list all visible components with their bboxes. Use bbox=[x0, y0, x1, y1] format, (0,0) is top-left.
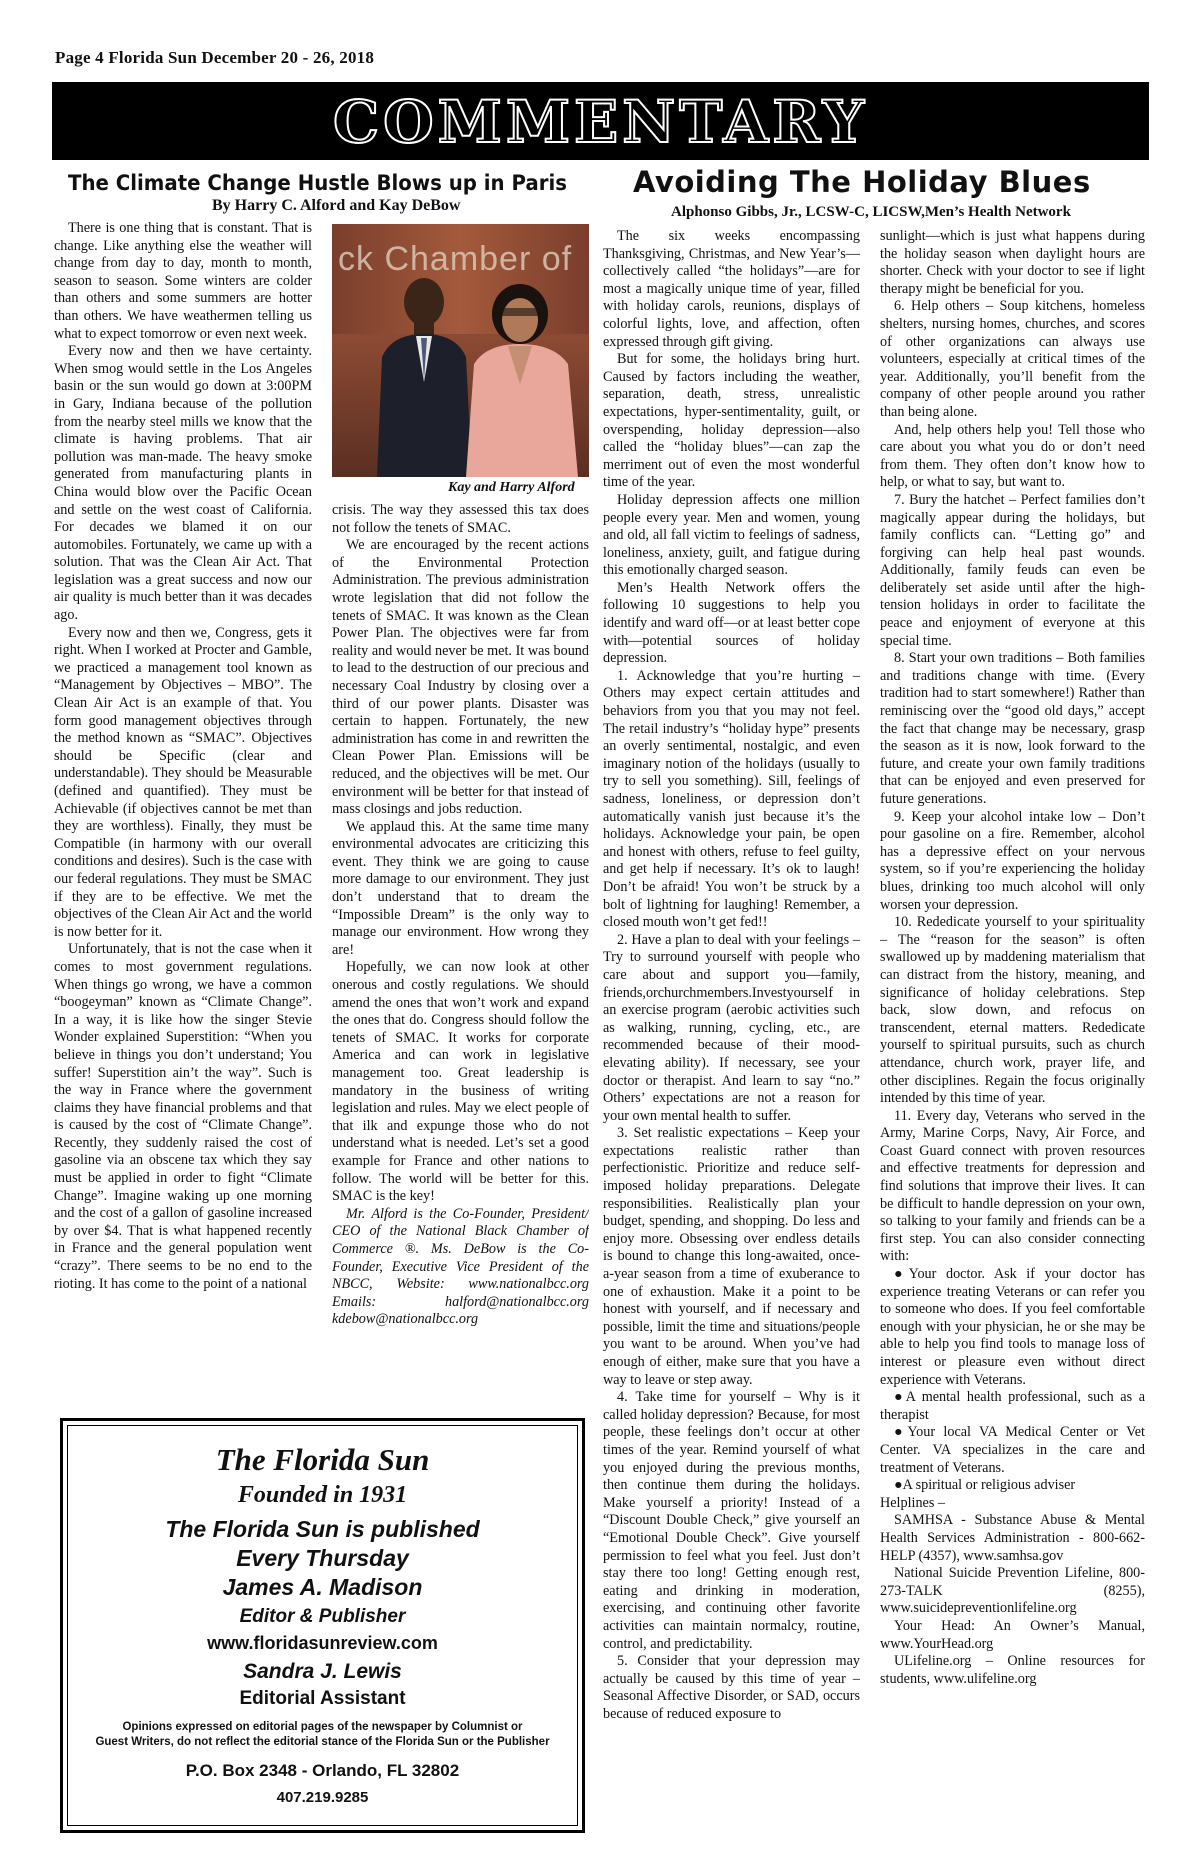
paragraph: Holiday depression affects one million people every year. Men and women, young and old, all fall victim to feelings of sadness, loneliness, anxiety, guilt, and fatigue during this emotionally charged season. bbox=[603, 491, 860, 579]
paragraph: We applaud this. At the same time many environmental advocates are criticizing this event. They think we are going to cause more damage to our environment. They just don’t understand that to dream the “Impossible Dream” is the only way to manage our environment. How wrong they are! bbox=[332, 818, 589, 958]
paragraph: crisis. The way they assessed this tax does not follow the tenets of SMAC. bbox=[332, 502, 589, 536]
paragraph: Every now and then we have certainty. When smog would settle in the Los Angeles basin or the sun would go down at 3:00PM in Gary, Indiana because of the pollution from the nearby steel mills we know that the climate is having problems. That air pollution was man-made. The heavy smoke generated from manufacturing plants in China would blow over the Pacific Ocean and settle on the west coast of California. For decades we blamed it on our automobiles. Fortunately, we came up with a solution. That was the Clean Air Act. That legislation was a great success and now our air quality is much better than it was decades ago. bbox=[54, 343, 312, 624]
masthead-disclaimer-line-1: Opinions expressed on editorial pages of the newspaper by Columnist or bbox=[122, 1721, 523, 1733]
left-article-headline: The Climate Change Hustle Blows up in Paris bbox=[68, 171, 567, 195]
paragraph: 4. Take time for yourself – Why is it called holiday depression? Because, for most people, these feelings don’t occur at other times of the year. Remind yourself of what you enjoyed during the previous months, then continue them during the holidays. Make yourself a priority! Instead of a “Discount Double Check,” give yourself an “Emotional Double Check”. Give yourself permission to feel what you feel. Just don’t stay there too long! Getting enough rest, eating and drinking in moderation, exercising, and continuing other favorite activities can maintain normalcy, routine, control, and predictability. bbox=[603, 1389, 860, 1652]
masthead-assistant-name: Sandra J. Lewis bbox=[243, 1660, 402, 1683]
photo-caption: Kay and Harry Alford bbox=[448, 480, 575, 495]
paragraph: Your Head: An Owner’s Manual, www.YourHead.org bbox=[880, 1617, 1145, 1652]
paragraph: ●A spiritual or religious adviser bbox=[894, 1477, 1076, 1494]
paragraph: Helplines – bbox=[880, 1494, 946, 1511]
paragraph: ●Your doctor. Ask if your doctor has experience treating Veterans or can refer you to someone who does. If you feel comfortable enough with your physician, he or she may be able to help you find tools to manage loss of interest or pleasure even without direct experience with Veterans. bbox=[880, 1266, 1145, 1388]
masthead-published-line-1: The Florida Sun is published bbox=[165, 1516, 480, 1542]
paragraph: Every now and then we, Congress, gets it right. When I worked at Procter and Gamble, we practiced a management tool known as “Management by Objectives – MBO”. The Clean Air Act is an example of that. You form good management objectives through the method known as “SMAC”. Objectives should be Specific (clear and understandable). They should be Measurable (defined and quantified). They must be Achievable (if objectives cannot be met than they are worthless). Finally, they must be Compatible (in harmony with our overall conditions and desires). Such is the case with our federal regulations. They must be SMAC if they are to be effective. We met the objectives of the Clean Air Act and the world is now better for it. bbox=[54, 624, 312, 940]
photo-backdrop-text: ck Chamber of bbox=[338, 240, 573, 278]
paragraph: 8. Start your own traditions – Both families and traditions change with time. (Every tradition had to start somewhere!) Rather than reminiscing over the “good old days,” accept the fact that change may be necessary, grasp the season as it is now, look forward to the future, and create your own family traditions that can be enjoyed and even preserved for future generations. bbox=[880, 650, 1145, 807]
paragraph: ●Your local VA Medical Center or Vet Center. VA specializes in the care and treatment of Veterans. bbox=[880, 1424, 1145, 1476]
paragraph: Men’s Health Network offers the following 10 suggestions to help you identify and ward off—or at least better cope with—potential sources of holiday depression. bbox=[603, 579, 860, 667]
woman-figure bbox=[462, 284, 582, 477]
section-banner bbox=[52, 82, 1149, 160]
masthead-title: The Florida Sun bbox=[215, 1442, 430, 1477]
masthead-address: P.O. Box 2348 - Orlando, FL 32802 bbox=[185, 1761, 460, 1780]
section-banner-title: COMMENTARY bbox=[332, 88, 869, 156]
paragraph: Unfortunately, that is not the case when it comes to most government regulations. When things go wrong, we have a common “boogeyman” known as “Climate Change”. In a way, it is like how the singer Stevie Wonder explained Superstition: “When you believe in things you don’t understand; You suffer! Superstition ain’t the way”. Such is the way in France where the government claims they have financial problems and that is caused by the cost of “Climate Change”. Recently, they suddenly raised the cost of gasoline via an obscene tax which they say must be applied in order to fight “Climate Change”. Imagine waking up one morning and the cost of a gallon of gasoline increased by over $4. That is what happened recently in France and the general population went “crazy”. There seems to be no end to the rioting. It has come to the point of a national bbox=[54, 941, 312, 1292]
paragraph: 1. Acknowledge that you’re hurting – Others may expect certain attitudes and behaviors from you that you may not feel. The retail industry’s “holiday hype” presents an overly sentimental, nostalgic, and even imaginary notion of the holidays (usually to try to sell you something). Sill, feelings of sadness, loneliness, or depression don’t automatically vanish just because it’s the holidays. Acknowledge your pain, be open and honest with others, refuse to feel guilty, and get help if necessary. It’s ok to laugh! Don’t be afraid! You won’t be struck by a bolt of lightning for laughing! Remember, a closed mouth won’t get fed!! bbox=[603, 667, 860, 931]
masthead-box bbox=[60, 1418, 585, 1833]
page-header: Page 4 Florida Sun December 20 - 26, 2018 bbox=[55, 48, 375, 67]
paragraph: sunlight—which is just what happens during the holiday season when daylight hours are shorter. Check with your doctor to see if light therapy might be beneficial for you. bbox=[880, 228, 1145, 297]
paragraph: 6. Help others – Soup kitchens, homeless shelters, nursing homes, churches, and scores of other organizations can always use volunteers, especially at critical times of the year. Additionally, you’ll benefit from the company of other people around you rather than being alone. bbox=[880, 298, 1145, 420]
masthead-editor-name: James A. Madison bbox=[222, 1574, 423, 1600]
right-article-headline: Avoiding The Holiday Blues bbox=[633, 165, 1091, 199]
right-article-byline: Alphonso Gibbs, Jr., LCSW-C, LICSW,Men’s Health Network bbox=[671, 204, 1071, 220]
left-article-column-2 bbox=[332, 502, 589, 1410]
paragraph: We are encouraged by the recent actions of the Environmental Protection Administration. The previous administration wrote legislation that did not follow the tenets of SMAC. It was known as the Clean Power Plan. The objectives were far from reality and would never be met. It was bound to lead to the destruction of our precious and necessary Coal Industry by closing over a third of our power plants. Disaster was certain to happen. Fortunately, the new administration has come in and rewritten the Clean Power Plan. Emissions will be reduced, and the objectives will be met. Our environment will be better for that instead of mass closings and jobs reduction. bbox=[332, 537, 589, 818]
author-note: Mr. Alford is the Co-Founder, President/ CEO of the National Black Chamber of Commerce ®. Ms. DeBow is the Co-Founder, Executive Vice President of the NBCC, Website: www.nationalbcc.org Emails: halford@nationalbcc.org kdebow@nationalbcc.org bbox=[332, 1205, 589, 1328]
masthead-disclaimer-line-2: Guest Writers, do not reflect the editorial stance of the Florida Sun or the Publisher bbox=[95, 1736, 550, 1748]
paragraph: ●A mental health professional, such as a therapist bbox=[880, 1389, 1145, 1423]
paragraph: And, help others help you! Tell those who care about you what you do or don’t need from them. They often don’t know how to help, or what to say, but want to. bbox=[880, 421, 1145, 491]
paragraph: Hopefully, we can now look at other onerous and costly regulations. We should amend the ones that won’t work and expand the ones that do. Congress should follow the tenets of SMAC. It works for corporate America and can work in legislative management too. Great leadership is mandatory in the business of writing legislation and rules. May we elect people of that ilk and expunge those who do not understand what is needed. Let’s set a good example for France and other nations to follow. The world will be better for this. SMAC is the key! bbox=[332, 959, 589, 1205]
paragraph: There is one thing that is constant. That is change. Like anything else the weather will change from day to day, month to month, season to season. Some winters are colder than others and some summers are hotter than others. We have weathermen telling us what to expect tomorrow or even next week. bbox=[54, 220, 312, 342]
masthead-founded: Founded in 1931 bbox=[237, 1482, 408, 1508]
right-article-column-2 bbox=[880, 228, 1145, 1838]
paragraph: 5. Consider that your depression may actually be caused by this time of year – Seasonal Affective Disorder, or SAD, occurs because of reduced exposure to bbox=[603, 1653, 860, 1722]
paragraph: SAMHSA - Substance Abuse & Mental Health Services Administration - 800-662-HELP (4357), www.samhsa.gov bbox=[880, 1512, 1145, 1564]
paragraph: 10. Rededicate yourself to your spirituality – The “reason for the season” is often swallowed up by maddening materialism that can distract from the history, meaning, and significance of holiday celebrations. Step back, slow down, and refocus on transcendent, eternal matters. Rededicate yourself to spiritual pursuits, such as church attendance, church work, prayer life, and other disciplines. Regain the focus originally intended by this time of year. bbox=[880, 914, 1145, 1107]
left-article-byline: By Harry C. Alford and Kay DeBow bbox=[212, 197, 461, 214]
paragraph: The six weeks encompassing Thanksgiving, Christmas, and New Year’s—collectively called “the holidays”—are for most a magically unique time of year, filled with holiday carols, reunions, displays of colorful lights, love, and affection, often expressed through gift giving. bbox=[603, 228, 860, 350]
masthead-website: www.floridasunreview.com bbox=[207, 1633, 438, 1653]
masthead-editor-role: Editor & Publisher bbox=[239, 1606, 406, 1627]
article-photo bbox=[332, 224, 589, 477]
right-article-column-1 bbox=[603, 228, 860, 1838]
paragraph: But for some, the holidays bring hurt. Caused by factors including the weather, separation, death, stress, unrealistic expectations, hyper-sentimentality, guilt, or overspending, holiday depression—also called the “holiday blues”—can zap the merriment out of even the most wonderful time of the year. bbox=[603, 351, 860, 491]
masthead-assistant-role: Editorial Assistant bbox=[239, 1688, 406, 1709]
paragraph: National Suicide Prevention Lifeline, 800-273-TALK (8255), www.suicidepreventionlifeline.org bbox=[880, 1565, 1145, 1617]
paragraph: 11. Every day, Veterans who served in the Army, Marine Corps, Navy, Air Force, and Coast Guard connect with proven resources and effective treatments for depression and find solutions that improve their lives. It can be difficult to handle depression on your own, so talking to your family and friends can be a first step. You can also consider connecting with: bbox=[880, 1107, 1145, 1265]
masthead-published-line-2: Every Thursday bbox=[236, 1545, 409, 1571]
paragraph: 3. Set realistic expectations – Keep your expectations realistic rather than perfectionistic. Prioritize and reduce self-imposed holiday preparations. Delegate responsibilities. Realistically plan your budget, spending, and shopping. Do less and enjoy more. Obsessing over endless details is bound to change this long-awaited, once-a-year season from a time of exuberance to one of exhaustion. Make it a point to be honest with yourself, and if necessary and possible, limit the time and situations/people you want to be around. When you’ve had enough of either, make sure that you have a way to leave or step away. bbox=[603, 1125, 860, 1388]
paragraph: ULifeline.org – Online resources for students, www.ulifeline.org bbox=[880, 1653, 1145, 1687]
paragraph: 9. Keep your alcohol intake low – Don’t pour gasoline on a fire. Remember, alcohol has a depressive effect on your nervous system, so if you’re experiencing the holiday blues, drinking too much alcohol will only worsen your depression. bbox=[880, 808, 1145, 913]
paragraph: 7. Bury the hatchet – Perfect families don’t magically appear during the holidays, but family conflicts can. “Letting go” and forgiving can help heal past wounds. Additionally, family feuds can even be deliberately set aside until after the high-tension holidays in order to facilitate the peace and enjoyment of everyone at this special time. bbox=[880, 491, 1145, 649]
left-article-column-1 bbox=[54, 220, 312, 1410]
paragraph: 2. Have a plan to deal with your feelings – Try to surround yourself with people who care about and support you—family, friends,orchurchmembers.Investyourself in an exercise program (aerobic activities such as walking, running, cycling, etc., are recommended because of their mood-elevating ability). If necessary, see your doctor or therapist. And learn to say “no.” Others’ expectations are not a reason for your own mental health to suffer. bbox=[603, 931, 860, 1124]
masthead-inner-border bbox=[67, 1425, 578, 1826]
masthead-phone: 407.219.9285 bbox=[276, 1789, 369, 1806]
